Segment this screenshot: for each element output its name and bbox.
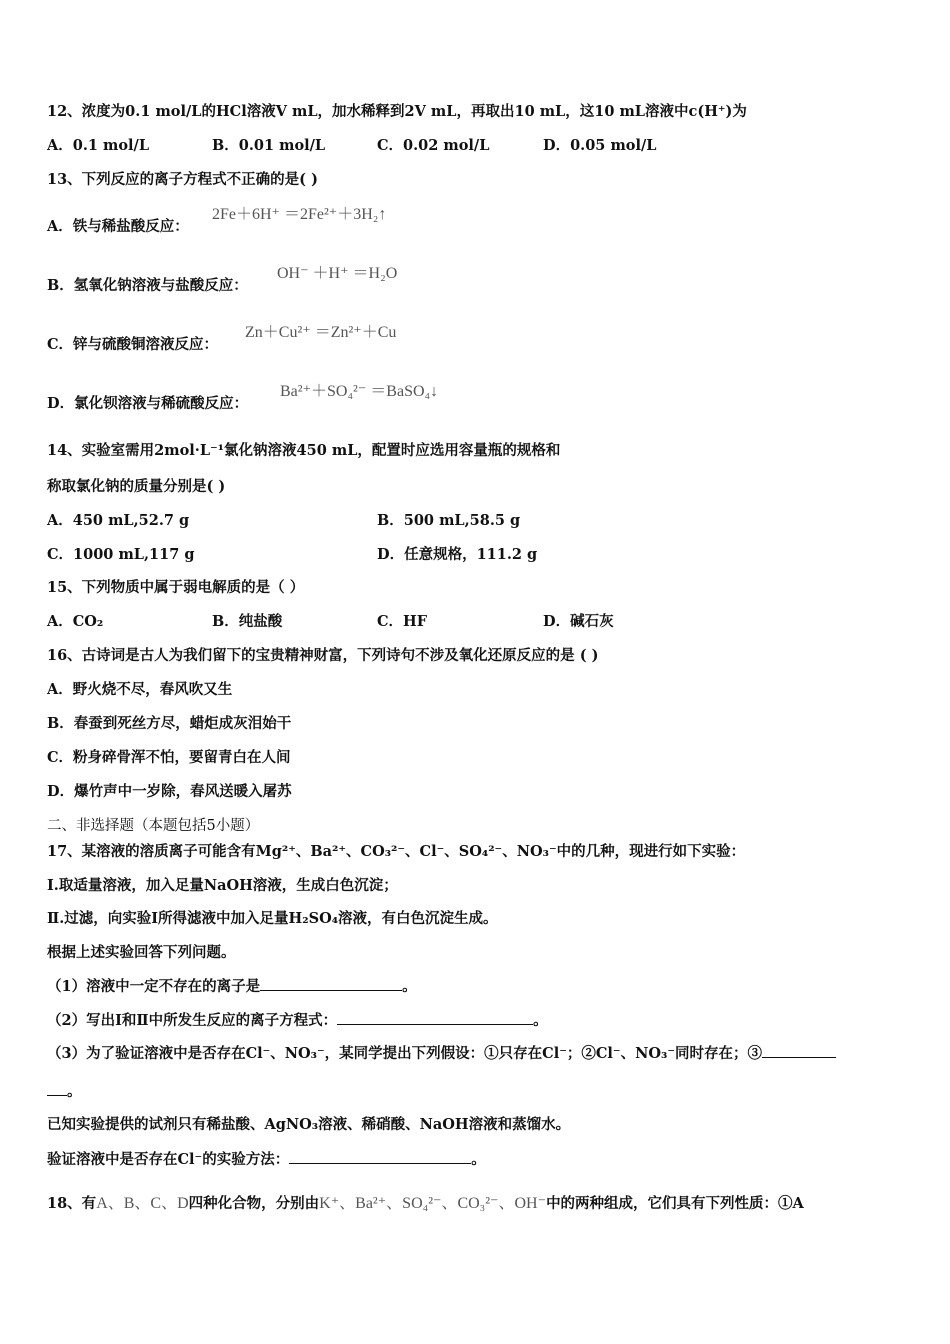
q14-option-b: B．500 mL,58.5 g	[377, 512, 521, 529]
section-heading: 二、非选择题（本题包括5小题）	[47, 818, 260, 834]
q13-option-b-formula: OH⁻ ＋H⁺ ＝H₂O	[277, 265, 398, 282]
q14-option-c: C．1000 mL,117 g	[47, 546, 195, 563]
q13-option-a-label: A．铁与稀盐酸反应：	[47, 218, 189, 235]
q17-sub3-blank[interactable]	[762, 1043, 836, 1058]
q17-sub2-text: （2）写出Ⅰ和Ⅱ中所发生反应的离子方程式：	[47, 1012, 338, 1029]
q17-sub1-end: 。	[402, 978, 417, 995]
q13-option-c-label: C．锌与硫酸铜溶液反应：	[47, 336, 219, 353]
q13-option-b-label: B．氢氧化钠溶液与盐酸反应：	[47, 277, 248, 294]
q17-step-1: Ⅰ.取适量溶液，加入足量NaOH溶液，生成白色沉淀；	[47, 877, 398, 894]
q12-stem: 12、浓度为0.1 mol/L的HCl溶液V mL，加水稀释到2V mL，再取出10 mL，这10 mL溶液中c(H⁺)为	[47, 103, 747, 120]
q12-option-a: A．0.1 mol/L	[47, 137, 150, 154]
q17-method-text: 验证溶液中是否存在Cl⁻的实验方法：	[47, 1151, 290, 1168]
q17-sub1-text: （1）溶液中一定不存在的离子是	[47, 978, 261, 995]
q17-step-2: Ⅱ.过滤，向实验Ⅰ所得滤液中加入足量H₂SO₄溶液，有白色沉淀生成。	[47, 910, 498, 927]
q18-ions: K⁺、Ba²⁺、SO₄²⁻、CO₃²⁻、OH⁻	[319, 1195, 547, 1212]
q18-compounds: A、B、C、D	[96, 1195, 189, 1212]
q17-method-blank[interactable]	[289, 1149, 471, 1164]
q17-sub1-blank[interactable]	[260, 976, 402, 991]
q17-stem: 17、某溶液的溶质离子可能含有Mg²⁺、Ba²⁺、CO₃²⁻、Cl⁻、SO₄²⁻、NO₃⁻中的几种，现进行如下实验：	[47, 843, 746, 860]
q17-prompt: 根据上述实验回答下列问题。	[47, 944, 236, 961]
q13-stem: 13、下列反应的离子方程式不正确的是( )	[47, 171, 318, 188]
q14-stem-line2: 称取氯化钠的质量分别是( )	[47, 478, 226, 495]
q17-method-end: 。	[471, 1151, 486, 1168]
q18-suffix: 中的两种组成，它们具有下列性质：①A	[546, 1195, 804, 1212]
q15-option-d: D．碱石灰	[543, 613, 614, 630]
q12-option-b: B．0.01 mol/L	[212, 137, 326, 154]
q17-sub3-text: （3）为了验证溶液中是否存在Cl⁻、NO₃⁻，某同学提出下列假设：①只存在Cl⁻；②Cl⁻、NO₃⁻同时存在；③	[47, 1045, 762, 1062]
q16-option-b: B．春蚕到死丝方尽，蜡炬成灰泪始干	[47, 715, 292, 732]
q13-option-c-formula: Zn＋Cu²⁺ ＝Zn²⁺＋Cu	[245, 324, 397, 341]
q14-stem-line1: 14、实验室需用2mol·L⁻¹氯化钠溶液450 mL，配置时应选用容量瓶的规格和	[47, 442, 561, 459]
q15-option-a: A．CO₂	[47, 613, 104, 630]
q15-option-b: B．纯盐酸	[212, 613, 283, 630]
q13-option-a-formula: 2Fe＋6H⁺ ＝2Fe²⁺＋3H₂↑	[212, 206, 387, 223]
q17-sub2-end: 。	[533, 1012, 548, 1029]
q15-stem: 15、下列物质中属于弱电解质的是（ ）	[47, 579, 305, 596]
q17-sub2-blank[interactable]	[337, 1010, 533, 1025]
q17-sub3-end: 。	[67, 1083, 82, 1100]
q15-option-c: C．HF	[377, 613, 428, 630]
q17-sub3-blank-cont[interactable]	[47, 1081, 67, 1096]
q14-option-d: D．任意规格，111.2 g	[377, 546, 538, 563]
q13-option-d-formula: Ba²⁺＋SO₄²⁻ ＝BaSO₄↓	[280, 383, 439, 400]
q17-method	[47, 1149, 486, 1170]
q16-option-c: C．粉身碎骨浑不怕，要留青白在人间	[47, 749, 291, 766]
q17-sub3-continuation	[47, 1081, 82, 1102]
q13-option-d-label: D．氯化钡溶液与稀硫酸反应：	[47, 395, 249, 412]
q14-option-a: A．450 mL,52.7 g	[47, 512, 190, 529]
q17-sub2	[47, 1010, 548, 1031]
q17-reagents: 已知实验提供的试剂只有稀盐酸、AgNO₃溶液、稀硝酸、NaOH溶液和蒸馏水。	[47, 1116, 571, 1133]
q18-mid: 四种化合物，分别由	[188, 1195, 320, 1212]
q18-stem	[47, 1194, 804, 1214]
q16-option-d: D．爆竹声中一岁除，春风送暖入屠苏	[47, 783, 292, 800]
q12-option-c: C．0.02 mol/L	[377, 137, 490, 154]
q12-option-d: D．0.05 mol/L	[543, 137, 657, 154]
q16-stem: 16、古诗词是古人为我们留下的宝贵精神财富，下列诗句不涉及氧化还原反应的是 ( )	[47, 647, 599, 664]
q17-sub1	[47, 976, 417, 997]
q17-sub3	[47, 1043, 836, 1064]
q16-option-a: A．野火烧不尽，春风吹又生	[47, 681, 233, 698]
q18-prefix: 18、有	[47, 1195, 97, 1212]
